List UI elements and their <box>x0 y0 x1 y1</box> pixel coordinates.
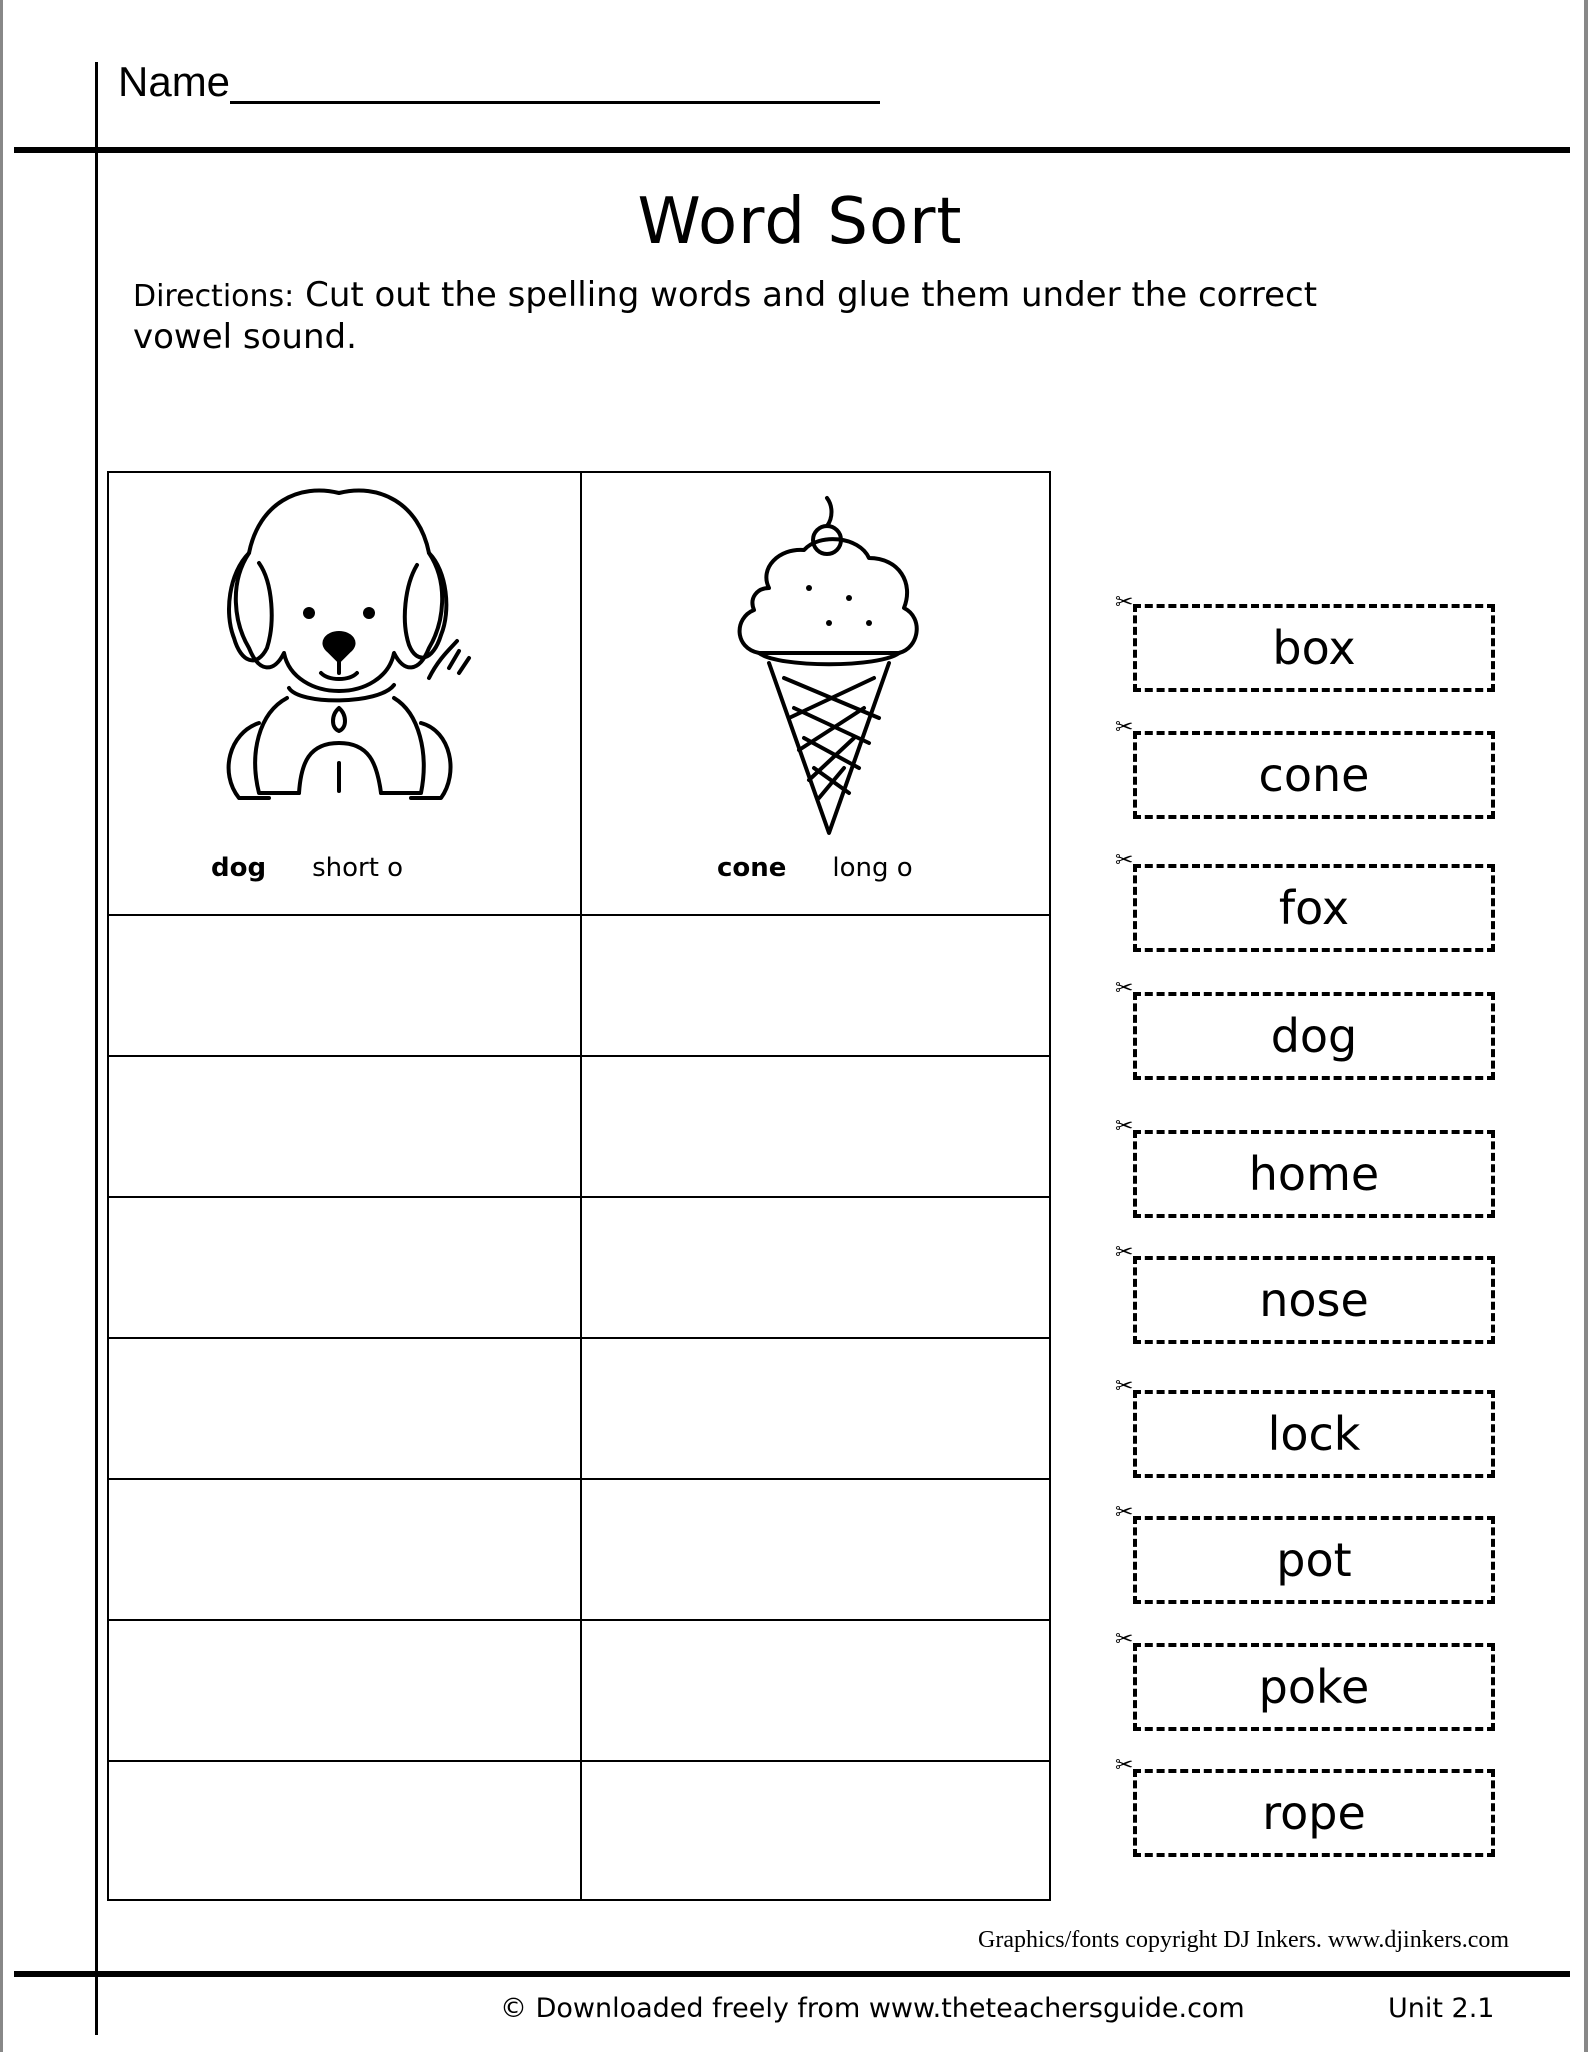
worksheet-title: Word Sort <box>637 185 963 259</box>
page-border-left <box>0 0 3 2052</box>
scissors-icon: ✂ <box>1115 1500 1134 1525</box>
category-label-dog <box>211 853 403 883</box>
directions <box>133 275 1383 357</box>
ice-cream-cone-illustration <box>709 488 949 838</box>
grid-row-line <box>109 1760 1049 1762</box>
scissors-icon: ✂ <box>1115 1374 1134 1399</box>
word-card[interactable]: home <box>1133 1130 1495 1218</box>
category-word: dog <box>211 853 267 883</box>
category-label-cone <box>717 853 913 883</box>
scissors-icon: ✂ <box>1115 1627 1134 1652</box>
category-sound: short o <box>312 853 404 883</box>
scissors-icon: ✂ <box>1115 1753 1134 1778</box>
scissors-icon: ✂ <box>1115 976 1134 1001</box>
word-card[interactable]: rope <box>1133 1769 1495 1857</box>
scissors-icon: ✂ <box>1115 715 1134 740</box>
sort-grid <box>107 471 1051 1901</box>
grid-column-divider <box>580 473 582 1899</box>
scissors-icon: ✂ <box>1115 848 1134 873</box>
page-border-right <box>1584 0 1588 2052</box>
word-card[interactable]: pot <box>1133 1516 1495 1604</box>
grid-row-line <box>109 1478 1049 1480</box>
copyright-credit: Graphics/fonts copyright DJ Inkers. www.djinkers.com <box>978 1927 1510 1953</box>
word-card[interactable]: dog <box>1133 992 1495 1080</box>
directions-text: Cut out the spelling words and glue them under the correct vowel sound. <box>133 275 1318 357</box>
name-field-line[interactable] <box>230 101 880 104</box>
category-sound: long o <box>832 853 913 883</box>
scissors-icon: ✂ <box>1115 1114 1134 1139</box>
grid-row-line <box>109 914 1049 916</box>
footer-rule <box>14 1971 1570 1977</box>
word-card[interactable]: cone <box>1133 731 1495 819</box>
grid-row-line <box>109 1619 1049 1621</box>
grid-row-line <box>109 1337 1049 1339</box>
grid-row-line <box>109 1055 1049 1057</box>
dog-illustration <box>189 473 489 833</box>
category-word: cone <box>717 853 787 883</box>
word-card[interactable]: lock <box>1133 1390 1495 1478</box>
directions-label: Directions: <box>133 279 295 314</box>
grid-row-line <box>109 1196 1049 1198</box>
unit-label: Unit 2.1 <box>1388 1993 1495 2024</box>
header-rule <box>14 147 1570 153</box>
word-card[interactable]: nose <box>1133 1256 1495 1344</box>
margin-line <box>95 62 98 2035</box>
download-notice: © Downloaded freely from www.theteachersguide.com <box>500 1993 1245 2024</box>
name-label: Name <box>118 58 231 105</box>
word-card[interactable]: poke <box>1133 1643 1495 1731</box>
word-card[interactable]: box <box>1133 604 1495 692</box>
word-card[interactable]: fox <box>1133 864 1495 952</box>
scissors-icon: ✂ <box>1115 1240 1134 1265</box>
scissors-icon: ✂ <box>1115 590 1134 615</box>
